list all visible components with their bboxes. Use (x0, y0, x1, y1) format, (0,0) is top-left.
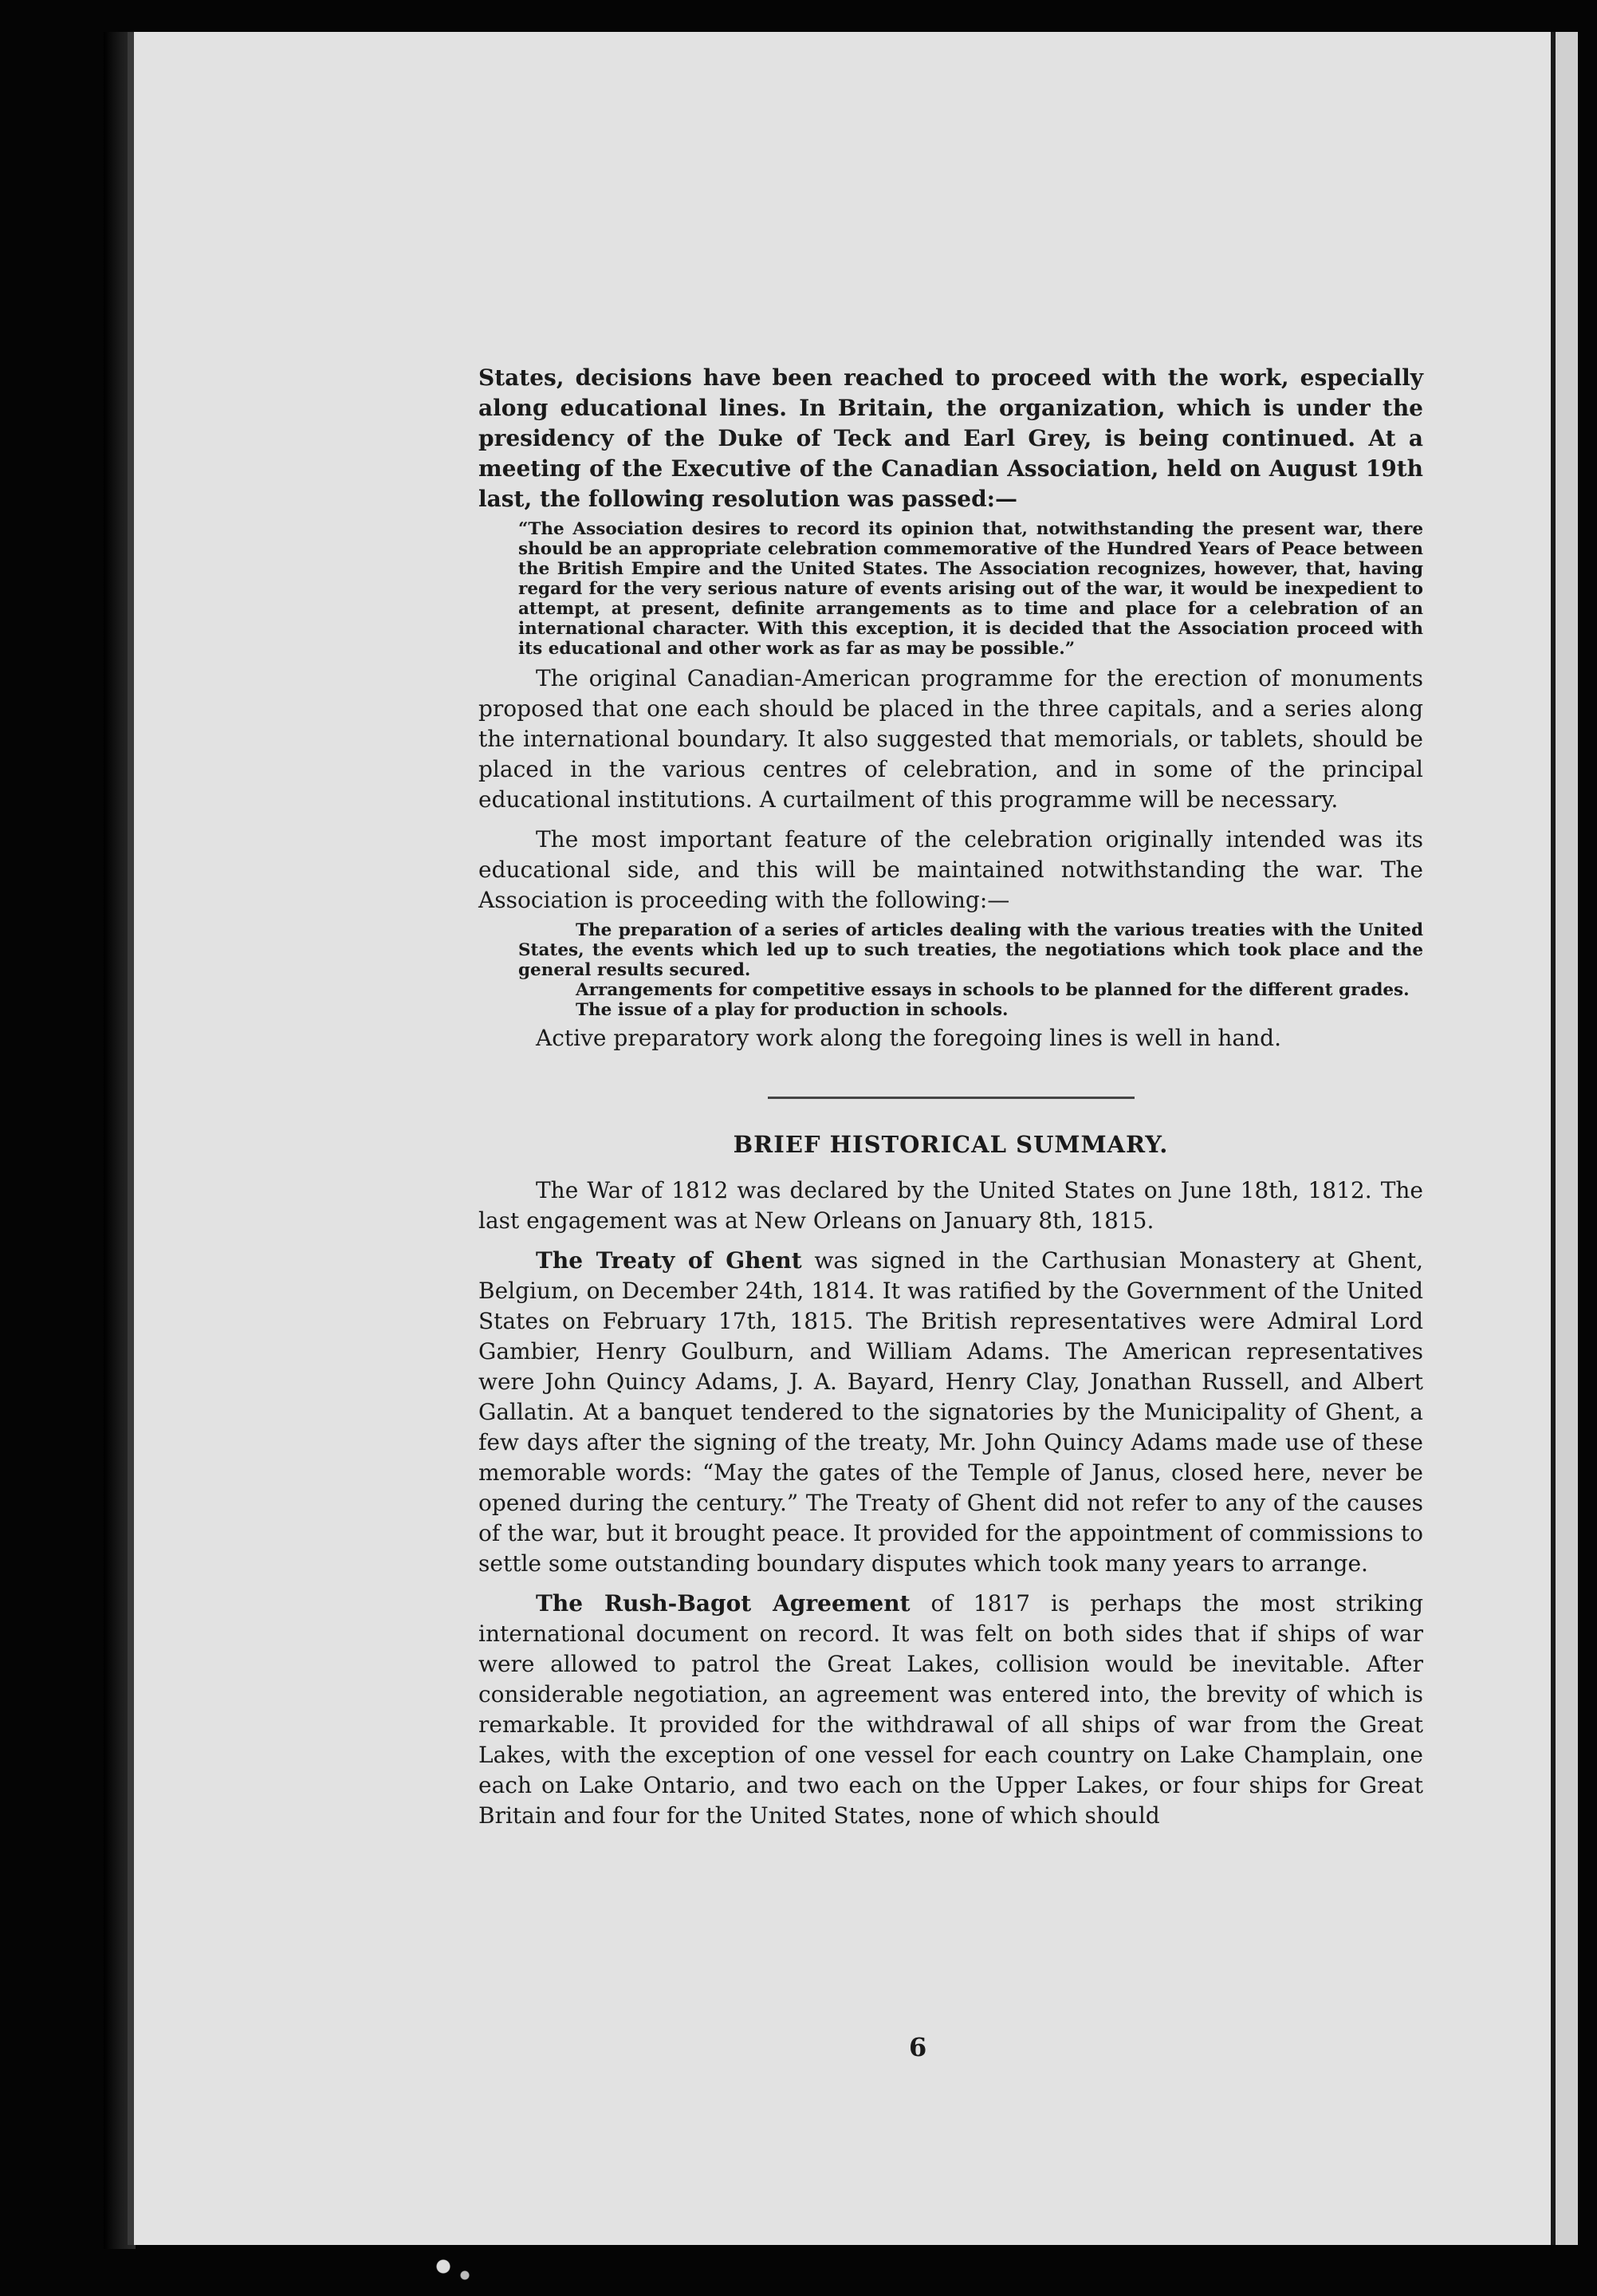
section-title: BRIEF HISTORICAL SUMMARY. (733, 1131, 1169, 1158)
section-divider (768, 1097, 1135, 1099)
ghent-paragraph (478, 1246, 1423, 1579)
active-work-paragraph: Active preparatory work along the foregoing lines is well in hand. (536, 1025, 1281, 1051)
list-item: The issue of a play for production in schools. (576, 1000, 1009, 1020)
rush-bagot-paragraph (478, 1589, 1423, 1831)
rush-bagot-term: The Rush-Bagot Agreement (536, 1590, 911, 1617)
war-paragraph: The War of 1812 was declared by the United States on June 18th, 1812. The last engagement was at New Orleans on January 8th, 1815. (478, 1177, 1423, 1234)
ghent-term: The Treaty of Ghent (536, 1247, 802, 1274)
activities-list (518, 920, 1423, 1020)
resolution-quote: “The Association desires to record its opinion that, notwithstanding the present war, there should be an appropriate celebration commemorative of the Hundred Years of Peace between the British Empire and the United States. The Association recognizes, however, that, having regard for the very serious nature of events arising out of the war, it would be inexpedient to attempt, at present, definite arrangements as to time and place for a celebration of an international character. With this exception, it is decided that the Association proceed with its educational and other work as far as may be possible.” (518, 519, 1423, 659)
ghent-text: was signed in the Carthusian Monastery at Ghent, Belgium, on December 24th, 1814. It was ratified by the Government of the United States on February 17th, 1815. The British representatives were Admiral Lord Gambier, Henry Goulburn, and William Adams. The American representatives were John Quincy Adams, J. A. Bayard, Henry Clay, Jonathan Russell, and Albert Gallatin. At a banquet tendered to the signatories by the Municipality of Ghent, a few days after the signing of the treaty, Mr. John Quincy Adams made use of these memorable words: “May the gates of the Temple of Janus, closed here, never be opened during the century.” The Treaty of Ghent did not refer to any of the causes of the war, but it brought peace. It provided for the appointment of commissions to settle some outstanding boundary disputes which took many years to arrange. (478, 1247, 1423, 1577)
scan-artifact (415, 2249, 486, 2293)
list-item: The preparation of a series of articles dealing with the various treaties with the United States, the events which led up to such treaties, the negotiations which took place and the general results secured. (518, 920, 1423, 980)
page-number: 6 (909, 2032, 927, 2062)
page-text (478, 363, 1423, 1831)
programme-paragraph: The original Canadian-American programme for the erection of monuments proposed that one each should be placed in the three capitals, and a series along the international boundary. It also suggested that memorials, or tablets, should be placed in the various centres of celebration, and in some of the principal educational institutions. A curtailment of this programme will be necessary. (478, 665, 1423, 813)
educational-paragraph: The most important feature of the celebration originally intended was its educational side, and this will be maintained notwithstanding the war. The Association is proceeding with the following:— (478, 826, 1423, 913)
intro-paragraph: States, decisions have been reached to proceed with the work, especially along educational lines. In Britain, the organization, which is under the presidency of the Duke of Teck and Earl Grey, is being continued. At a meeting of the Executive of the Canadian Association, held on August 19th last, the following resolution was passed:— (478, 364, 1423, 512)
adjacent-page-edge (1551, 32, 1578, 2245)
rush-bagot-text: of 1817 is perhaps the most striking international document on record. It was felt on both sides that if ships of war were allowed to patrol the Great Lakes, collision would be inevitable. After considerable negotiation, an agreement was entered into, the brevity of which is remarkable. It provided for the withdrawal of all ships of war from the Great Lakes, with the exception of one vessel for each country on Lake Champlain, one each on Lake Ontario, and two each on the Upper Lakes, or four ships for Great Britain and four for the United States, none of which should (478, 1590, 1423, 1829)
list-item: Arrangements for competitive essays in schools to be planned for the different grades. (576, 980, 1410, 1000)
